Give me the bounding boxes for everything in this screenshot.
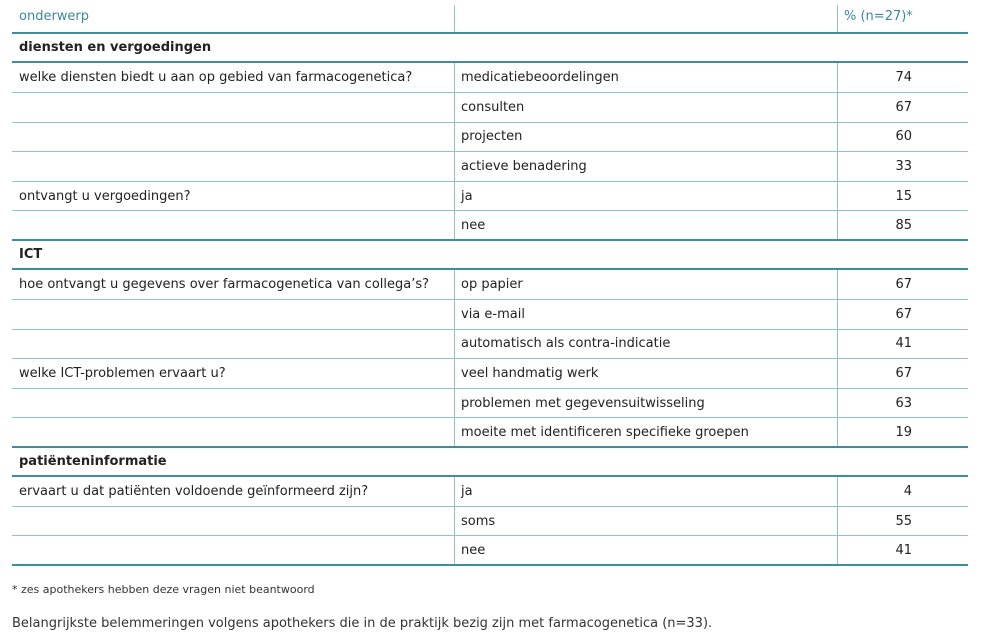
percent-cell: 85 [895,217,912,233]
answer-cell: problemen met gegevensuitwisseling [455,389,838,418]
table-row [12,182,968,212]
section-heading [12,34,968,63]
answer-cell: nee [455,211,838,239]
table-row [12,418,968,448]
question-cell [12,536,455,564]
table-row [12,63,968,93]
answer-cell: via e-mail [455,300,838,329]
percent-cell: 74 [895,70,912,86]
section-heading [12,241,968,270]
answer-cell: moeite met identificeren specifieke groepen [455,418,838,446]
answer-cell: actieve benadering [455,152,838,181]
table-row [12,300,968,330]
caption: Belangrijkste belemmeringen volgens apothekers die in de praktijk bezig zijn met farmacogenetica (n=33). [12,616,713,631]
table-row [12,389,968,419]
question-cell [12,330,455,359]
question-cell [12,507,455,536]
header-percent: % (n=27)* [844,9,913,24]
table-row [12,123,968,153]
question-cell [12,300,455,329]
question-cell: ervaart u dat patiënten voldoende geïnformeerd zijn? [12,477,455,506]
header-answer [455,5,838,32]
percent-cell: 55 [895,513,912,529]
percent-cell: 67 [895,306,912,322]
question-cell [12,389,455,418]
answer-cell: consulten [455,93,838,122]
percent-cell: 41 [895,542,912,558]
question-cell [12,93,455,122]
question-cell: welke diensten biedt u aan op gebied van farmacogenetica? [12,63,455,92]
percent-cell: 67 [895,277,912,293]
header-subject: onderwerp [12,5,455,32]
results-table [12,5,968,566]
question-cell: hoe ontvangt u gegevens over farmacogenetica van collega’s? [12,270,455,299]
answer-cell: automatisch als contra-indicatie [455,330,838,359]
answer-cell: projecten [455,123,838,152]
percent-cell: 33 [895,158,912,174]
percent-cell: 67 [895,99,912,115]
table-row [12,477,968,507]
section-title: ICT [19,247,43,263]
percent-cell: 63 [895,395,912,411]
question-cell [12,152,455,181]
answer-cell: ja [455,182,838,211]
percent-cell: 60 [895,129,912,145]
answer-cell: veel handmatig werk [455,359,838,388]
table-row [12,359,968,389]
answer-cell: soms [455,507,838,536]
table-row [12,270,968,300]
table-row [12,330,968,360]
answer-cell: nee [455,536,838,564]
answer-cell: ja [455,477,838,506]
table-row [12,507,968,537]
answer-cell: medicatiebeoordelingen [455,63,838,92]
question-cell: welke ICT-problemen ervaart u? [12,359,455,388]
question-cell [12,211,455,239]
percent-cell: 4 [903,484,912,500]
table-header [12,5,968,34]
percent-cell: 67 [895,365,912,381]
question-cell [12,123,455,152]
footnote: * zes apothekers hebben deze vragen niet beantwoord [12,583,315,596]
percent-cell: 41 [895,336,912,352]
percent-cell: 15 [895,188,912,204]
section-title: patiënteninformatie [19,454,167,470]
table-row [12,211,968,241]
table-row [12,93,968,123]
section-title: diensten en vergoedingen [19,40,212,56]
table-row [12,536,968,566]
answer-cell: op papier [455,270,838,299]
question-cell [12,418,455,446]
question-cell: ontvangt u vergoedingen? [12,182,455,211]
table-row [12,152,968,182]
section-heading [12,448,968,477]
percent-cell: 19 [895,424,912,440]
